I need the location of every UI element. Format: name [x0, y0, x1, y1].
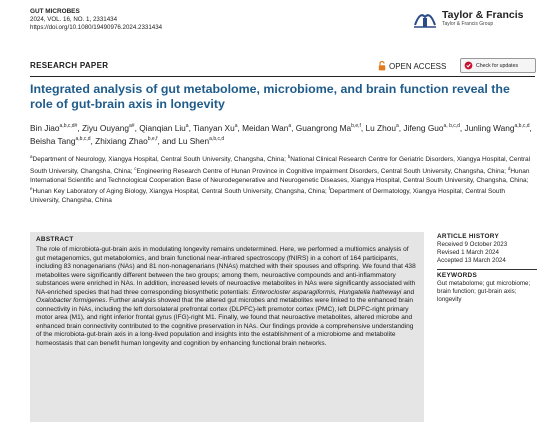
author[interactable]: [193, 123, 237, 133]
affiliation-marker: b: [287, 154, 291, 159]
journal-volume: 2024, VOL. 16, NO. 1, 2331434: [30, 16, 118, 23]
article-header-bar: [30, 58, 535, 77]
affiliation-text: Department of Neurology, Xiangya Hospital, Central South University, Changsha, China;: [32, 156, 288, 164]
affiliation-text: Engineering Research Centre of Hunan Province in Cognitive Impairment Disorders, Central South University, Changsha, China;: [136, 167, 508, 175]
author[interactable]: [139, 123, 188, 133]
affiliation-marker: a: [30, 154, 33, 159]
author-name: Qianqian Liu: [139, 122, 186, 133]
author-affil-marker: a,b,c,d#: [59, 123, 78, 129]
affiliation-text: Department of Dermatology, Xiangya Hospital, Central South University, Changsha, China: [30, 188, 505, 204]
affiliation-text: Hunan Key Laboratory of Aging Biology, Xiangya Hospital, Central South University, Changsha, China;: [32, 188, 329, 196]
abstract-part-2: . Further analysis showed that the altered gut microbes and metabolites were linked to the enhanced brain connectivity in NAs, including the left dorsolateral prefrontal cortex (DLPFC)-left premotor cortex (PMC), left DLPFC-right primary motor area (M1), and right inferior frontal gyrus (IFG)-right M1. Finally, we found that neuroactive metabolites, altered microbe and enhanced brain connectivity contributed to the cognitive preservation in NAs. Our findings provide a comprehensive understanding of the microbiota-gut-brain axis in a long-lived population and insights into the establishment of a microbiome and metabolite homeostasis that can benefit human longevity and cognition by enhancing functional brain networks.: [36, 297, 414, 347]
journal-doi-link[interactable]: https://doi.org/10.1080/19490976.2024.2331434: [30, 24, 163, 31]
history-revised: Revised 1 March 2024: [437, 249, 499, 257]
affiliation-marker: c: [134, 165, 137, 171]
author-list: Bin Jiao$^{a,b,c,d\#}$, Ziyu Ouyang$^{a\#}$, Qianqian Liu$^a$, Tianyan Xu$^a$, Meidan Wan$^a$, Guangrong Ma$^{b,e,f}$, Lu Zhou$^a$, Jifeng Guo$^{a, b,c,d}$, Junling Wang$^{a,b,c,d}$, Beisha Tang$^{a,b,c,d}$, Zhixiang Zhao$^{b,e,f}$, and Lu Shen$^{a,b,c,d}$: [30, 122, 532, 146]
history-received: Received 9 October 2023: [437, 241, 508, 248]
author-affil-marker: a: [185, 123, 189, 129]
journal-name: GUT MICROBES: [30, 8, 80, 15]
author-affil-marker: b,e,f: [147, 135, 158, 142]
author-affil-marker: a: [395, 123, 399, 129]
affiliation-marker: f: [328, 186, 330, 192]
abstract-species-2: Oxalobacter formigenes: [36, 297, 106, 304]
author-affil-marker: b,e,f: [351, 123, 361, 129]
abstract-box: [30, 232, 424, 422]
author-name: Tianyan Xu: [193, 122, 235, 133]
open-access-label: OPEN ACCESS: [389, 61, 447, 71]
check-updates-label: Check for updates: [476, 62, 519, 69]
author-affil-marker: a,b,c,d: [514, 123, 530, 129]
keywords-heading: KEYWORDS: [437, 271, 478, 279]
publisher-subtitle: Taylor & Francis Group: [442, 21, 494, 27]
open-access-badge[interactable]: [378, 61, 446, 71]
abstract-text: [36, 246, 419, 348]
affiliations: [30, 153, 535, 205]
author-name: Jifeng Guo: [403, 122, 444, 133]
author[interactable]: [178, 136, 224, 146]
author-name: Junling Wang: [464, 122, 515, 133]
author-name: Meidan Wan: [242, 122, 289, 133]
publisher-name: Taylor & Francis: [442, 9, 524, 21]
keywords-text: Gut metabolome; gut microbiome; brain function; gut-brain axis; longevity: [437, 279, 531, 304]
author-name: Lu Zhou: [365, 122, 396, 133]
sidebar-divider: [437, 269, 537, 270]
author[interactable]: [242, 123, 291, 133]
history-accepted: Accepted 13 March 2024: [437, 257, 506, 265]
author-affil-marker: a, b,c,d: [443, 123, 460, 129]
author-affil-marker: a: [234, 123, 238, 129]
author[interactable]: [296, 123, 361, 133]
journal-info: [30, 8, 162, 32]
author[interactable]: [403, 123, 460, 133]
author[interactable]: [95, 136, 157, 146]
author[interactable]: [30, 123, 77, 133]
history-heading: ARTICLE HISTORY: [437, 233, 500, 240]
abstract-part-1: The role of microbiota-gut-brain axis in modulating longevity remains undetermined. Here, we performed a multiomics analysis of gut metagenomics, gut metabolomics, and brain functional near-infrared spectroscopy (fNIRS) in a cohort of 164 participants, including 83 nonagenarians (NAs) and 81 non-nonagenarians (NNAs) matched with their spouses and offspring. We found that 438 metabolites were significantly different between the two groups; among them, neuroactive compounds and anti-inflammatory substances were enriched in NAs. In addition, increased levels of neuroactive metabolites in NAs were significantly associated with NA-enriched species that had three corresponding biosynthetic potentials:: [36, 246, 416, 296]
publisher-logo[interactable]: [412, 9, 524, 29]
affiliation-text: Hunan International Scientific and Technological Cooperation Base of Neurodegenerative and Neurogenetic Diseases, Xiangya Hospital, Central South University, Changsha, China;: [30, 167, 530, 184]
check-updates-icon: [464, 61, 473, 70]
affiliation-marker: d: [507, 165, 511, 171]
article-type: RESEARCH PAPER: [30, 61, 109, 70]
article-sidebar: [437, 233, 542, 304]
affiliation-marker: e: [30, 186, 33, 192]
author[interactable]: [30, 136, 91, 146]
author-name: Lu Shen: [178, 135, 210, 146]
author-name: Guangrong Ma: [295, 122, 352, 133]
author[interactable]: [82, 123, 135, 133]
affiliation-text: National Clinical Research Centre for Geriatric Disorders, Xiangya Hospital, Central South University, Changsha, China;: [30, 156, 531, 175]
author-name: Beisha Tang: [30, 135, 76, 146]
open-lock-icon: [378, 61, 386, 71]
author-name: Zhixiang Zhao: [95, 135, 148, 146]
check-for-updates-button[interactable]: [460, 58, 536, 73]
author-name: Bin Jiao: [30, 122, 60, 133]
author[interactable]: [465, 123, 530, 133]
article-title: Integrated analysis of gut metabolome, microbiome, and brain function reveal the role of gut-brain axis in longevity: [30, 82, 510, 111]
publisher-emblem-icon: [412, 9, 438, 29]
author-name: Ziyu Ouyang: [81, 122, 129, 133]
abstract-and: and: [401, 288, 415, 296]
author-affil-marker: a,b,c,d: [75, 135, 91, 142]
author-affil-marker: a: [288, 123, 292, 129]
abstract-heading: ABSTRACT: [36, 236, 74, 243]
abstract-species-1: Enterocloster asparagiformis, Hungatella hathewayi: [251, 288, 402, 296]
author-affil-marker: a#: [129, 123, 135, 129]
author-affil-marker: a,b,c,d: [209, 135, 225, 142]
author[interactable]: [366, 123, 399, 133]
